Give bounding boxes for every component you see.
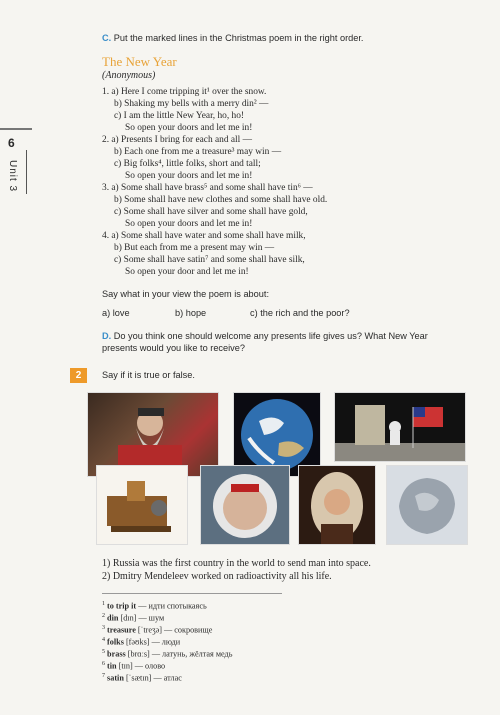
portrait-figure-icon	[88, 393, 218, 476]
task-d-letter: D.	[102, 331, 112, 341]
footnote-7: $^7$ satin [ˈsætɪn] — атлас	[102, 673, 182, 683]
poem-line: So open your door and let me in!	[125, 267, 249, 277]
footnote-6: $^6$ tin [tɪn] — олово	[102, 661, 166, 671]
meteorite-image	[386, 465, 468, 545]
newton-portrait-image	[298, 465, 376, 545]
telegraph-device-image	[96, 465, 188, 545]
poem-line: c) Some shall have satin⁷ and some shall have silk,	[114, 255, 305, 265]
poem-line: 2. a) Presents I bring for each and all —	[102, 135, 252, 145]
task-d	[102, 331, 428, 341]
poem-line: c) Some shall have silver and some shall have gold,	[114, 207, 308, 217]
poem-line: b) Some shall have new clothes and some shall have old.	[114, 195, 328, 205]
footnote-2: $^2$ din [dɪn] — шум	[102, 613, 165, 623]
poem-line: 4. a) Some shall have water and some shall have milk,	[102, 231, 306, 241]
option-a: a) love	[102, 308, 130, 318]
footnote-4: $^4$ folks [fəʊks] — люди	[102, 637, 181, 647]
side-tab-line	[26, 150, 27, 194]
poem-line: b) Each one from me a treasure³ may win —	[114, 147, 282, 157]
footnote-5: $^5$ brass [brɑːs] — латунь, жёлтая медь	[102, 649, 233, 659]
moon-landing-image	[334, 392, 466, 462]
poem-title: The New Year	[102, 54, 177, 69]
poem-author: (Anonymous)	[102, 70, 156, 81]
page-number: 6	[8, 136, 15, 150]
poem-line: So open your doors and let me in!	[125, 171, 253, 181]
unit-label: Unit 3	[7, 160, 18, 193]
cosmonaut-image	[200, 465, 290, 545]
exercise-instruction: Say if it is true or false.	[102, 370, 195, 380]
statement-2: 2) Dmitry Mendeleev worked on radioactivity all his life.	[102, 571, 332, 582]
poem-line: 1. a) Here I come tripping it¹ over the snow.	[102, 87, 267, 97]
task-d-line1: Do you think one should welcome any presents life gives us? What New Year	[113, 331, 428, 341]
helmet-icon	[201, 466, 289, 544]
earth-globe-icon	[234, 393, 320, 476]
poem-line: So open your doors and let me in!	[125, 123, 253, 133]
poem-line: b) But each from me a present may win —	[114, 243, 275, 253]
footnote-1: $^1$ to trip it — идти спотыкаясь	[102, 601, 207, 611]
device-icon	[97, 466, 187, 544]
task-d-line2: presents would you like to receive?	[102, 343, 245, 353]
poem-line: b) Shaking my bells with a merry din² —	[114, 99, 269, 109]
footnote-divider	[102, 593, 282, 594]
poem-line: So open your doors and let me in!	[125, 219, 253, 229]
poem-line: c) I am the little New Year, ho, ho!	[114, 111, 245, 121]
poem-line: c) Big folks⁴, little folks, short and tall;	[114, 159, 261, 169]
task-c	[102, 33, 363, 43]
footnote-3: $^3$ treasure [ˈtreʒə] — сокровище	[102, 625, 213, 635]
task-c-text: Put the marked lines in the Christmas poem in the right order.	[113, 33, 364, 43]
newton-face-icon	[299, 466, 375, 544]
task-c-letter: C.	[102, 33, 112, 43]
side-tab-divider	[0, 128, 32, 130]
statement-1: 1) Russia was the first country in the world to send man into space.	[102, 558, 371, 569]
exercise-number: 2	[70, 368, 87, 383]
option-b: b) hope	[175, 308, 207, 318]
flag-astronaut-icon	[335, 393, 465, 461]
option-c: c) the rich and the poor?	[250, 308, 350, 318]
rock-icon	[387, 466, 467, 544]
question-prompt: Say what in your view the poem is about:	[102, 289, 269, 299]
poem-line: 3. a) Some shall have brass⁵ and some shall have tin⁶ —	[102, 183, 313, 193]
